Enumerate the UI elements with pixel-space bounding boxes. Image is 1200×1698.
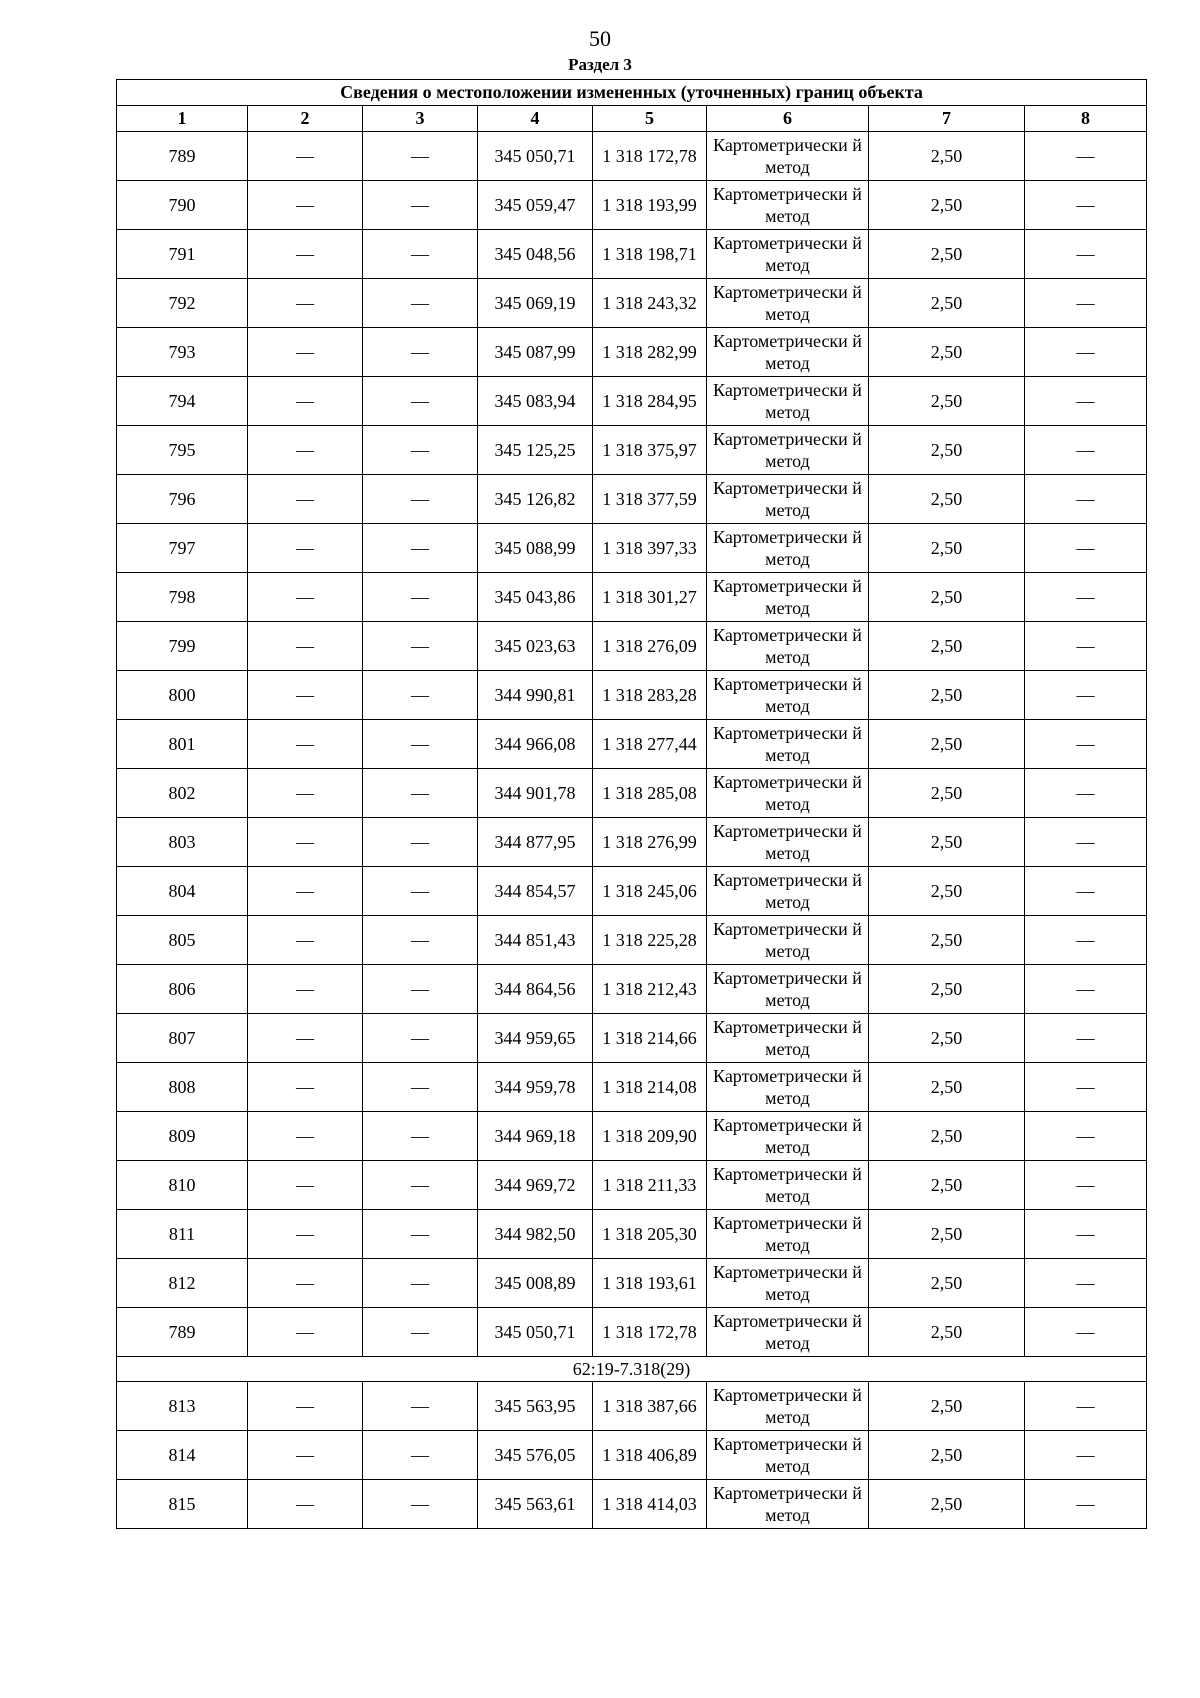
method-cell: Картометрически й метод [707,965,869,1014]
method-cell: Картометрически й метод [707,181,869,230]
point-number-cell: 810 [117,1161,248,1210]
y-coordinate-cell: 1 318 172,78 [593,1308,707,1357]
column-8-cell: — [1025,377,1147,426]
x-coordinate-cell: 345 126,82 [478,475,593,524]
page-number: 50 [589,26,611,51]
method-cell: Картометрически й метод [707,1431,869,1480]
x-coordinate-cell: 344 851,43 [478,916,593,965]
table-row [117,573,1147,622]
accuracy-cell: 2,50 [869,1210,1025,1259]
column-header: 4 [478,106,593,132]
point-number-cell: 814 [117,1431,248,1480]
column-2-cell: — [248,1308,363,1357]
column-header: 5 [593,106,707,132]
x-coordinate-cell: 345 050,71 [478,132,593,181]
point-number-cell: 811 [117,1210,248,1259]
column-3-cell: — [363,867,478,916]
column-8-cell: — [1025,132,1147,181]
section-title: Раздел 3 [568,55,632,74]
method-cell: Картометрически й метод [707,1112,869,1161]
method-cell: Картометрически й метод [707,328,869,377]
x-coordinate-cell: 345 050,71 [478,1308,593,1357]
method-cell: Картометрически й метод [707,1382,869,1431]
point-number-cell: 802 [117,769,248,818]
method-cell: Картометрически й метод [707,279,869,328]
accuracy-cell: 2,50 [869,769,1025,818]
x-coordinate-cell: 345 563,61 [478,1480,593,1529]
column-header: 6 [707,106,869,132]
point-number-cell: 793 [117,328,248,377]
column-2-cell: — [248,671,363,720]
group-label-row [117,1357,1147,1382]
x-coordinate-cell: 344 982,50 [478,1210,593,1259]
accuracy-cell: 2,50 [869,279,1025,328]
column-8-cell: — [1025,328,1147,377]
column-8-cell: — [1025,622,1147,671]
accuracy-cell: 2,50 [869,1480,1025,1529]
point-number-cell: 796 [117,475,248,524]
table-row [117,279,1147,328]
method-cell: Картометрически й метод [707,1063,869,1112]
accuracy-cell: 2,50 [869,524,1025,573]
y-coordinate-cell: 1 318 198,71 [593,230,707,279]
column-3-cell: — [363,181,478,230]
column-3-cell: — [363,377,478,426]
table-row [117,1112,1147,1161]
point-number-cell: 799 [117,622,248,671]
column-2-cell: — [248,524,363,573]
table-row [117,377,1147,426]
table-row [117,328,1147,377]
accuracy-cell: 2,50 [869,1161,1025,1210]
column-3-cell: — [363,1259,478,1308]
x-coordinate-cell: 344 864,56 [478,965,593,1014]
column-2-cell: — [248,720,363,769]
column-2-cell: — [248,279,363,328]
y-coordinate-cell: 1 318 301,27 [593,573,707,622]
table-row [117,1382,1147,1431]
y-coordinate-cell: 1 318 214,08 [593,1063,707,1112]
y-coordinate-cell: 1 318 276,99 [593,818,707,867]
method-cell: Картометрически й метод [707,1161,869,1210]
y-coordinate-cell: 1 318 387,66 [593,1382,707,1431]
column-3-cell: — [363,1382,478,1431]
x-coordinate-cell: 344 966,08 [478,720,593,769]
x-coordinate-cell: 345 083,94 [478,377,593,426]
column-header: 3 [363,106,478,132]
column-8-cell: — [1025,769,1147,818]
point-number-cell: 798 [117,573,248,622]
accuracy-cell: 2,50 [869,1308,1025,1357]
method-cell: Картометрически й метод [707,475,869,524]
x-coordinate-cell: 344 901,78 [478,769,593,818]
accuracy-cell: 2,50 [869,1431,1025,1480]
column-3-cell: — [363,916,478,965]
column-2-cell: — [248,132,363,181]
y-coordinate-cell: 1 318 205,30 [593,1210,707,1259]
x-coordinate-cell: 345 059,47 [478,181,593,230]
method-cell: Картометрически й метод [707,426,869,475]
table-row [117,622,1147,671]
column-2-cell: — [248,1161,363,1210]
column-8-cell: — [1025,1382,1147,1431]
column-2-cell: — [248,1431,363,1480]
method-cell: Картометрически й метод [707,1480,869,1529]
column-2-cell: — [248,328,363,377]
accuracy-cell: 2,50 [869,377,1025,426]
column-8-cell: — [1025,1063,1147,1112]
x-coordinate-cell: 345 023,63 [478,622,593,671]
column-3-cell: — [363,818,478,867]
column-8-cell: — [1025,1210,1147,1259]
group-label: 62:19-7.318(29) [117,1357,1147,1382]
accuracy-cell: 2,50 [869,965,1025,1014]
x-coordinate-cell: 344 969,72 [478,1161,593,1210]
column-2-cell: — [248,769,363,818]
column-header: 8 [1025,106,1147,132]
table-row [117,181,1147,230]
accuracy-cell: 2,50 [869,867,1025,916]
table-row [117,1431,1147,1480]
x-coordinate-cell: 344 969,18 [478,1112,593,1161]
y-coordinate-cell: 1 318 406,89 [593,1431,707,1480]
column-3-cell: — [363,622,478,671]
x-coordinate-cell: 344 854,57 [478,867,593,916]
accuracy-cell: 2,50 [869,916,1025,965]
point-number-cell: 801 [117,720,248,769]
table-row [117,475,1147,524]
accuracy-cell: 2,50 [869,426,1025,475]
method-cell: Картометрически й метод [707,1014,869,1063]
column-8-cell: — [1025,1014,1147,1063]
column-2-cell: — [248,181,363,230]
point-number-cell: 808 [117,1063,248,1112]
column-8-cell: — [1025,426,1147,475]
column-2-cell: — [248,622,363,671]
column-3-cell: — [363,1014,478,1063]
accuracy-cell: 2,50 [869,1063,1025,1112]
y-coordinate-cell: 1 318 193,99 [593,181,707,230]
point-number-cell: 812 [117,1259,248,1308]
table-body-part-2 [117,1382,1147,1529]
column-2-cell: — [248,965,363,1014]
table-group [117,1357,1147,1382]
point-number-cell: 789 [117,132,248,181]
method-cell: Картометрически й метод [707,1210,869,1259]
column-header-row [117,106,1147,132]
column-header: 7 [869,106,1025,132]
method-cell: Картометрически й метод [707,573,869,622]
table-row [117,671,1147,720]
column-8-cell: — [1025,1112,1147,1161]
table-row [117,1063,1147,1112]
table-row [117,524,1147,573]
column-8-cell: — [1025,916,1147,965]
table-row [117,720,1147,769]
column-3-cell: — [363,965,478,1014]
column-2-cell: — [248,377,363,426]
x-coordinate-cell: 345 563,95 [478,1382,593,1431]
column-2-cell: — [248,1480,363,1529]
accuracy-cell: 2,50 [869,181,1025,230]
accuracy-cell: 2,50 [869,328,1025,377]
y-coordinate-cell: 1 318 225,28 [593,916,707,965]
y-coordinate-cell: 1 318 282,99 [593,328,707,377]
accuracy-cell: 2,50 [869,720,1025,769]
column-3-cell: — [363,769,478,818]
x-coordinate-cell: 345 576,05 [478,1431,593,1480]
y-coordinate-cell: 1 318 193,61 [593,1259,707,1308]
column-8-cell: — [1025,1308,1147,1357]
point-number-cell: 800 [117,671,248,720]
column-3-cell: — [363,132,478,181]
column-3-cell: — [363,1308,478,1357]
table-row [117,1259,1147,1308]
x-coordinate-cell: 345 048,56 [478,230,593,279]
column-8-cell: — [1025,965,1147,1014]
column-2-cell: — [248,230,363,279]
y-coordinate-cell: 1 318 397,33 [593,524,707,573]
table-row [117,1480,1147,1529]
point-number-cell: 797 [117,524,248,573]
table-row [117,867,1147,916]
accuracy-cell: 2,50 [869,475,1025,524]
column-8-cell: — [1025,671,1147,720]
y-coordinate-cell: 1 318 209,90 [593,1112,707,1161]
y-coordinate-cell: 1 318 245,06 [593,867,707,916]
y-coordinate-cell: 1 318 414,03 [593,1480,707,1529]
point-number-cell: 807 [117,1014,248,1063]
method-cell: Картометрически й метод [707,622,869,671]
coordinates-table [116,79,1147,1529]
point-number-cell: 804 [117,867,248,916]
column-2-cell: — [248,475,363,524]
method-cell: Картометрически й метод [707,671,869,720]
point-number-cell: 794 [117,377,248,426]
column-8-cell: — [1025,524,1147,573]
y-coordinate-cell: 1 318 277,44 [593,720,707,769]
column-3-cell: — [363,1210,478,1259]
point-number-cell: 815 [117,1480,248,1529]
column-3-cell: — [363,1161,478,1210]
table-row [117,426,1147,475]
y-coordinate-cell: 1 318 276,09 [593,622,707,671]
column-2-cell: — [248,1014,363,1063]
method-cell: Картометрически й метод [707,720,869,769]
point-number-cell: 806 [117,965,248,1014]
column-2-cell: — [248,426,363,475]
method-cell: Картометрически й метод [707,818,869,867]
column-8-cell: — [1025,867,1147,916]
x-coordinate-cell: 345 043,86 [478,573,593,622]
y-coordinate-cell: 1 318 172,78 [593,132,707,181]
point-number-cell: 791 [117,230,248,279]
column-3-cell: — [363,475,478,524]
table-body-part-1 [117,132,1147,1357]
point-number-cell: 789 [117,1308,248,1357]
y-coordinate-cell: 1 318 214,66 [593,1014,707,1063]
column-8-cell: — [1025,279,1147,328]
accuracy-cell: 2,50 [869,573,1025,622]
column-3-cell: — [363,1431,478,1480]
column-3-cell: — [363,426,478,475]
method-cell: Картометрически й метод [707,867,869,916]
column-3-cell: — [363,720,478,769]
table-row [117,1308,1147,1357]
x-coordinate-cell: 344 990,81 [478,671,593,720]
column-8-cell: — [1025,1431,1147,1480]
column-3-cell: — [363,1480,478,1529]
accuracy-cell: 2,50 [869,1382,1025,1431]
column-2-cell: — [248,1259,363,1308]
table-row [117,769,1147,818]
x-coordinate-cell: 345 088,99 [478,524,593,573]
table-row [117,916,1147,965]
point-number-cell: 792 [117,279,248,328]
column-8-cell: — [1025,818,1147,867]
column-8-cell: — [1025,475,1147,524]
method-cell: Картометрически й метод [707,132,869,181]
column-8-cell: — [1025,1259,1147,1308]
accuracy-cell: 2,50 [869,818,1025,867]
column-2-cell: — [248,867,363,916]
x-coordinate-cell: 344 877,95 [478,818,593,867]
method-cell: Картометрически й метод [707,230,869,279]
method-cell: Картометрически й метод [707,1259,869,1308]
x-coordinate-cell: 345 087,99 [478,328,593,377]
column-8-cell: — [1025,1480,1147,1529]
x-coordinate-cell: 345 008,89 [478,1259,593,1308]
method-cell: Картометрически й метод [707,769,869,818]
column-3-cell: — [363,573,478,622]
accuracy-cell: 2,50 [869,1014,1025,1063]
y-coordinate-cell: 1 318 212,43 [593,965,707,1014]
table-caption: Сведения о местоположении измененных (уточненных) границ объекта [117,80,1147,106]
point-number-cell: 803 [117,818,248,867]
accuracy-cell: 2,50 [869,1112,1025,1161]
y-coordinate-cell: 1 318 211,33 [593,1161,707,1210]
column-3-cell: — [363,1112,478,1161]
column-2-cell: — [248,1382,363,1431]
point-number-cell: 805 [117,916,248,965]
x-coordinate-cell: 345 069,19 [478,279,593,328]
point-number-cell: 795 [117,426,248,475]
column-3-cell: — [363,524,478,573]
x-coordinate-cell: 345 125,25 [478,426,593,475]
table-row [117,230,1147,279]
accuracy-cell: 2,50 [869,671,1025,720]
column-3-cell: — [363,230,478,279]
column-8-cell: — [1025,1161,1147,1210]
y-coordinate-cell: 1 318 285,08 [593,769,707,818]
table-row [117,965,1147,1014]
method-cell: Картометрически й метод [707,377,869,426]
table-row [117,132,1147,181]
column-3-cell: — [363,671,478,720]
method-cell: Картометрически й метод [707,916,869,965]
y-coordinate-cell: 1 318 243,32 [593,279,707,328]
column-2-cell: — [248,1112,363,1161]
accuracy-cell: 2,50 [869,132,1025,181]
column-8-cell: — [1025,230,1147,279]
column-header: 2 [248,106,363,132]
method-cell: Картометрически й метод [707,524,869,573]
column-2-cell: — [248,1210,363,1259]
column-8-cell: — [1025,573,1147,622]
column-8-cell: — [1025,720,1147,769]
x-coordinate-cell: 344 959,65 [478,1014,593,1063]
column-2-cell: — [248,916,363,965]
column-2-cell: — [248,818,363,867]
x-coordinate-cell: 344 959,78 [478,1063,593,1112]
accuracy-cell: 2,50 [869,622,1025,671]
column-header: 1 [117,106,248,132]
column-2-cell: — [248,573,363,622]
column-3-cell: — [363,279,478,328]
point-number-cell: 809 [117,1112,248,1161]
table-row [117,1161,1147,1210]
y-coordinate-cell: 1 318 284,95 [593,377,707,426]
table-row [117,818,1147,867]
column-8-cell: — [1025,181,1147,230]
table-row [117,1210,1147,1259]
column-3-cell: — [363,1063,478,1112]
column-3-cell: — [363,328,478,377]
y-coordinate-cell: 1 318 375,97 [593,426,707,475]
method-cell: Картометрически й метод [707,1308,869,1357]
accuracy-cell: 2,50 [869,1259,1025,1308]
y-coordinate-cell: 1 318 283,28 [593,671,707,720]
column-2-cell: — [248,1063,363,1112]
y-coordinate-cell: 1 318 377,59 [593,475,707,524]
accuracy-cell: 2,50 [869,230,1025,279]
point-number-cell: 813 [117,1382,248,1431]
table-row [117,1014,1147,1063]
point-number-cell: 790 [117,181,248,230]
